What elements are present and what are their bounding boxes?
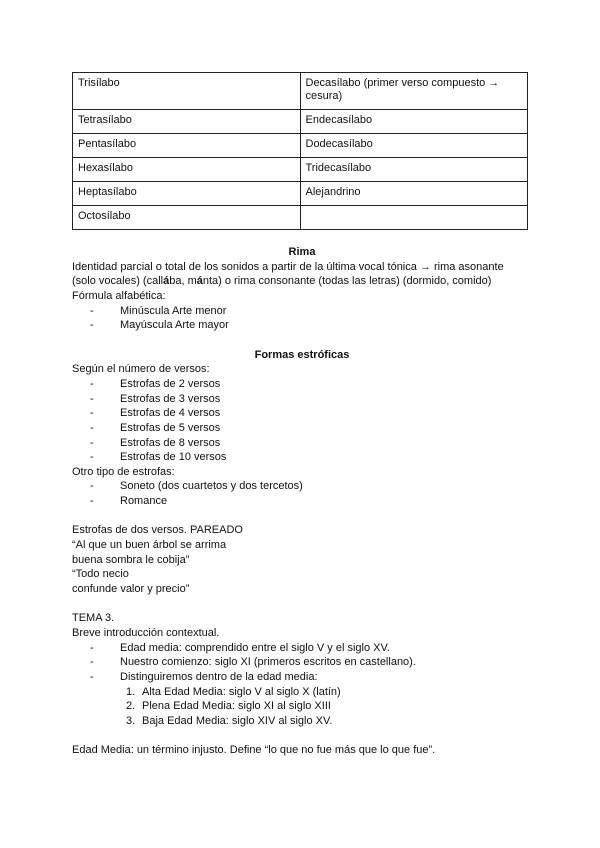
table-cell: Endecasílabo — [300, 110, 528, 134]
table-cell: Trisílabo — [73, 73, 301, 110]
section-title-tema: TEMA 3. — [72, 612, 115, 625]
list-item: - Estrofas de 3 versos — [90, 392, 221, 405]
section-title-rima: Rima — [288, 246, 316, 258]
list-item: - Estrofas de 2 versos — [90, 377, 221, 390]
paragraph: Identidad parcial o total de los sonidos a partir de la última vocal tónica → rima asonante — [72, 260, 504, 273]
table-cell: Octosílabo — [73, 206, 301, 230]
paragraph: Fórmula alfabética: — [72, 289, 166, 302]
paragraph: Según el número de versos: — [72, 363, 210, 376]
section-title-formas: Formas estróficas — [254, 348, 350, 361]
numbered-item: 3. Baja Edad Media: siglo XIV al siglo XV. — [126, 714, 333, 727]
numbered-item: 2. Plena Edad Media: siglo XI al siglo XIII — [126, 700, 331, 713]
paragraph: Estrofas de dos versos. PAREADO — [72, 524, 243, 537]
table-cell: Pentasílabo — [73, 134, 301, 158]
list-item: - Mayúscula Arte mayor — [90, 319, 229, 332]
quote-line: “Todo necio — [72, 568, 129, 581]
table-row — [73, 110, 528, 134]
list-item: - Estrofas de 4 versos — [90, 407, 221, 420]
list-item: - Nuestro comienzo: siglo XI (primeros escritos en castellano). — [90, 656, 416, 669]
table-cell: Hexasílabo — [73, 158, 301, 182]
table-row — [73, 73, 528, 110]
paragraph: (solo vocales) (callába, mánta) o rima consonante (todas las letras) (dormido, comido) — [72, 275, 492, 288]
table-cell: Heptasílabo — [73, 182, 301, 206]
verse-table — [72, 72, 528, 230]
list-item: - Soneto (dos cuartetos y dos tercetos) — [90, 480, 303, 493]
table-row — [73, 182, 528, 206]
table-cell: Alejandrino — [300, 182, 528, 206]
list-item: - Estrofas de 10 versos — [90, 451, 227, 464]
table-cell: Tetrasílabo — [73, 110, 301, 134]
table-cell: Decasílabo (primer verso compuesto → cesura) — [300, 73, 528, 110]
paragraph: Breve introducción contextual. — [72, 627, 220, 640]
table-cell: Dodecasílabo — [300, 134, 528, 158]
paragraph: Edad Media: un término injusto. Define “lo que no fue más que lo que fue”. — [72, 744, 436, 757]
paragraph: Otro tipo de estrofas: — [72, 465, 175, 478]
quote-line: “Al que un buen árbol se arrima — [72, 539, 227, 552]
list-item: - Minúscula Arte menor — [90, 304, 227, 317]
list-item: - Edad media: comprendido entre el siglo V y el siglo XV. — [90, 641, 390, 654]
table-row — [73, 158, 528, 182]
list-item: - Romance — [90, 495, 168, 508]
list-item: - Estrofas de 8 versos — [90, 436, 221, 449]
quote-line: buena sombra le cobija” — [72, 553, 190, 566]
list-item: - Estrofas de 5 versos — [90, 421, 221, 434]
table-row — [73, 134, 528, 158]
quote-line: confunde valor y precio” — [72, 583, 190, 596]
table-row — [73, 206, 528, 230]
table-cell — [300, 206, 528, 230]
numbered-item: 1. Alta Edad Media: siglo V al siglo X (latín) — [126, 685, 341, 698]
table-cell: Tridecasílabo — [300, 158, 528, 182]
list-item: - Distinguiremos dentro de la edad media: — [90, 670, 318, 683]
